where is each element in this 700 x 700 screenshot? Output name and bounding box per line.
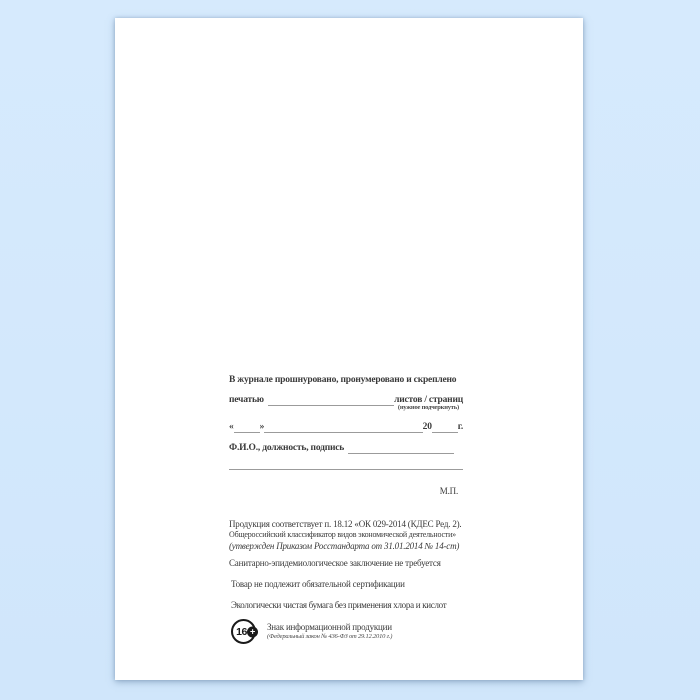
seal-label: печатью bbox=[229, 395, 264, 405]
month-blank-underline bbox=[264, 430, 423, 433]
day-blank-underline bbox=[234, 430, 260, 433]
okved-line-2: Общероссийский классификатор видов экономической деятельности» bbox=[229, 530, 456, 539]
binding-statement: В журнале прошнуровано, пронумеровано и скреплено bbox=[229, 375, 457, 385]
age-number: 16 bbox=[236, 625, 247, 638]
signature-label: Ф.И.О., должность, подпись bbox=[229, 443, 345, 453]
eco-paper-statement: Экологически чистая бумага без применения хлора и кислот bbox=[231, 600, 447, 610]
mark-text bbox=[267, 622, 392, 641]
signature-line bbox=[229, 442, 463, 454]
sanitary-statement: Санитарно-эпидемиологическое заключение не требуется bbox=[229, 558, 441, 568]
okved-compliance-paragraph bbox=[229, 519, 463, 552]
open-quote: « bbox=[229, 422, 234, 432]
underline-hint: (нужное подчеркнуть) bbox=[397, 404, 459, 411]
information-product-mark bbox=[229, 619, 463, 644]
year-blank-underline bbox=[432, 430, 458, 433]
okved-line-3: (утвержден Приказом Росстандарта от 31.01.2014 № 14-ст) bbox=[229, 541, 460, 551]
certification-statement: Товар не подлежит обязательной сертификации bbox=[231, 579, 405, 589]
stamp-place-abbr: М.П. bbox=[439, 486, 458, 496]
okved-line-1: Продукция соответствует п. 18.12 «ОК 029-2014 (КДЕС Ред. 2). bbox=[229, 519, 462, 529]
signature-blank-underline bbox=[348, 451, 454, 454]
date-line bbox=[229, 421, 463, 433]
mark-law-reference: (Федеральный закон № 436-ФЗ от 29.12.2010 г.) bbox=[267, 633, 393, 640]
continuation-blank-underline bbox=[229, 468, 463, 470]
mark-title: Знак информационной продукции bbox=[267, 622, 392, 632]
journal-back-page bbox=[115, 18, 583, 680]
age-plus-icon: + bbox=[247, 626, 258, 637]
age-16-plus-icon bbox=[231, 619, 256, 644]
year-prefix: 20 bbox=[422, 422, 432, 432]
sheets-pages-label: листов / страниц bbox=[394, 395, 463, 405]
close-quote: » bbox=[259, 422, 265, 432]
year-suffix: г. bbox=[457, 422, 463, 432]
